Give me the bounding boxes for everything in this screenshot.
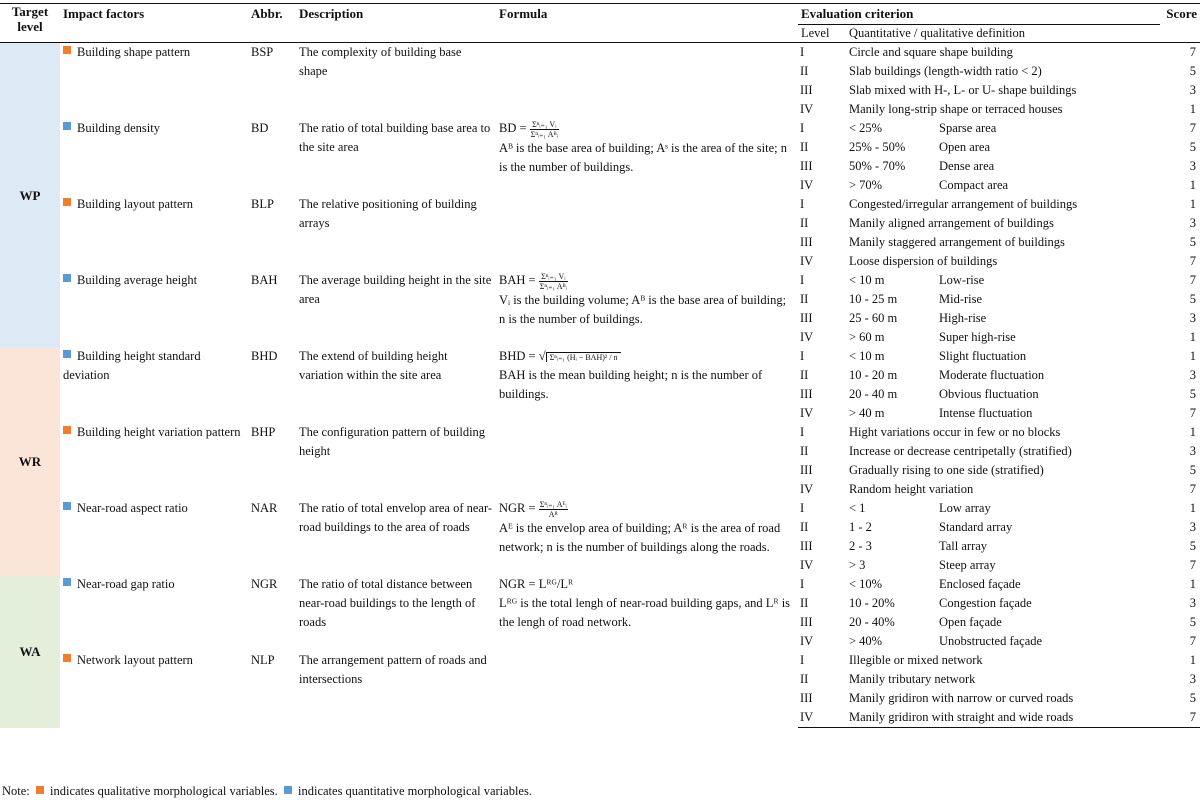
- criterion-level: III: [800, 463, 813, 477]
- criterion-score: 5: [1189, 292, 1197, 306]
- criterion-level: III: [800, 615, 813, 629]
- criterion-level: I: [800, 273, 805, 287]
- target-level-wa: WA: [0, 575, 60, 728]
- header-quant-qual-definition: Quantitative / qualitative definition: [846, 25, 1160, 43]
- criterion-level: II: [800, 216, 809, 230]
- qualitative-square-icon: [63, 46, 71, 54]
- factor-description: The arrangement pattern of roads and intersections: [299, 653, 487, 686]
- criterion-value: 20 - 40%: [849, 615, 895, 629]
- quantitative-square-icon: [63, 274, 71, 282]
- factor-formula: [496, 651, 798, 728]
- criterion-score: 7: [1189, 406, 1197, 420]
- impact-factor-name: Building shape pattern: [77, 45, 191, 59]
- impact-factor-cell: [60, 499, 248, 575]
- criterion-value: > 70%: [849, 178, 883, 192]
- factor-abbr: BAH: [251, 273, 278, 287]
- impact-factor-name: Near-road gap ratio: [77, 577, 175, 591]
- criterion-level: II: [800, 140, 809, 154]
- criterion-level: II: [800, 292, 809, 306]
- criterion-score: 5: [1189, 615, 1197, 629]
- factor-abbr: NGR: [251, 577, 278, 591]
- criterion-label: Open façade: [939, 615, 1002, 629]
- criterion-definition: Manily staggered arrangement of buildings: [849, 235, 1065, 249]
- criterion-definition: Illegible or mixed network: [849, 653, 983, 667]
- criterion-score: 7: [1189, 254, 1197, 268]
- criterion-level: I: [800, 577, 805, 591]
- criterion-value: > 40%: [849, 634, 883, 648]
- criterion-value: > 40 m: [849, 406, 885, 420]
- qualitative-square-icon: [63, 198, 71, 206]
- impact-factor-name: Building density: [77, 121, 160, 135]
- criterion-definition: Manily tributary network: [849, 672, 976, 686]
- quantitative-square-icon: [63, 122, 71, 130]
- criterion-score: 7: [1189, 45, 1197, 59]
- formula-note: BAH is the mean building height; n is the number of buildings.: [499, 368, 763, 401]
- header-level: Level: [798, 25, 846, 43]
- criterion-value: < 10%: [849, 577, 883, 591]
- formula-radicand: Σⁿᵢ₌₁ (Hᵢ − BAH)² / n: [546, 352, 621, 362]
- criterion-definition: Gradually rising to one side (stratified): [849, 463, 1044, 477]
- table-note: [2, 784, 532, 799]
- factor-description: The average building height in the site area: [299, 273, 492, 306]
- criterion-score: 1: [1189, 425, 1197, 439]
- quantitative-square-icon: [284, 786, 292, 794]
- formula-expression: [499, 575, 795, 594]
- quantitative-square-icon: [63, 350, 71, 358]
- criterion-level: III: [800, 387, 813, 401]
- factor-formula: [496, 119, 798, 195]
- formula-expression: BHD = √ Σⁿᵢ₌₁ (Hᵢ − BAH)² / n: [499, 347, 795, 366]
- criterion-level: IV: [800, 634, 814, 648]
- factor-abbr: BHP: [251, 425, 276, 439]
- impact-factor-cell: [60, 119, 248, 195]
- criterion-level: IV: [800, 102, 814, 116]
- criterion-definition: Increase or decrease centripetally (stratified): [849, 444, 1072, 458]
- formula-denominator: Aᴿ: [548, 509, 558, 519]
- criterion-label: Open area: [939, 140, 991, 154]
- criterion-score: 1: [1189, 577, 1197, 591]
- formula-note: Vᵢ is the building volume; Aᴮ is the base area of building; n is the number of buildings.: [499, 292, 787, 326]
- criterion-score: 3: [1189, 216, 1197, 230]
- header-score: Score: [1160, 4, 1200, 43]
- criterion-level: IV: [800, 558, 814, 572]
- impact-factor-name: Building height standard deviation: [63, 349, 201, 382]
- factor-formula: [496, 423, 798, 499]
- target-level-wr: WR: [0, 347, 60, 575]
- criterion-score: 3: [1189, 596, 1197, 610]
- criterion-value: > 60 m: [849, 330, 885, 344]
- criterion-score: 3: [1189, 83, 1197, 97]
- criterion-value: 10 - 20%: [849, 596, 895, 610]
- table-body: [0, 43, 1200, 728]
- note-quantitative-text: indicates quantitative morphological variables.: [298, 784, 532, 798]
- criterion-score: 1: [1189, 501, 1197, 515]
- formula-denominator: Σⁿᵢ₌₁ Aᴮᵢ: [530, 129, 558, 139]
- header-formula: Formula: [496, 4, 798, 43]
- criterion-score: 3: [1189, 444, 1197, 458]
- factor-description: The extend of building height variation within the site area: [299, 349, 448, 382]
- evaluation-table: [0, 3, 1200, 728]
- criterion-score: 3: [1189, 672, 1197, 686]
- criterion-score: 1: [1189, 349, 1197, 363]
- factor-description: The complexity of building base shape: [299, 45, 462, 78]
- formula-fraction: [539, 500, 568, 519]
- factor-abbr: NLP: [251, 653, 275, 667]
- criterion-level: I: [800, 197, 805, 211]
- criterion-level: II: [800, 64, 809, 78]
- criterion-level: III: [800, 691, 813, 705]
- criterion-level: II: [800, 672, 809, 686]
- header-description: Description: [296, 4, 496, 43]
- impact-factor-cell: [60, 347, 248, 423]
- criterion-score: 5: [1189, 463, 1197, 477]
- table-row: [0, 347, 1200, 366]
- criterion-level: III: [800, 83, 813, 97]
- table-row: [0, 423, 1200, 442]
- factor-description: The ratio of total envelop area of near-road buildings to the area of roads: [299, 501, 493, 534]
- criterion-value: 10 - 20 m: [849, 368, 898, 382]
- criterion-value: 1 - 2: [849, 520, 872, 534]
- criterion-value: 50% - 70%: [849, 159, 906, 173]
- formula-note: Aᴮ is the base area of building; Aˢ is the area of the site; n is the number of buildings.: [499, 140, 787, 174]
- criterion-level: IV: [800, 178, 814, 192]
- impact-factor-cell: [60, 651, 248, 728]
- criterion-label: Enclosed façade: [939, 577, 1021, 591]
- criterion-score: 5: [1189, 235, 1197, 249]
- target-level-wp: WP: [0, 43, 60, 348]
- criterion-level: II: [800, 444, 809, 458]
- criterion-definition: Manily gridiron with narrow or curved roads: [849, 691, 1074, 705]
- criterion-definition: Manily gridiron with straight and wide roads: [846, 708, 1160, 728]
- qualitative-square-icon: [63, 426, 71, 434]
- formula-note: Lᴿᴳ is the total lengh of near-road building gaps, and Lᴿ is the lengh of road network.: [499, 596, 791, 629]
- factor-description: The ratio of total distance between near-road buildings to the length of roads: [299, 577, 476, 629]
- criterion-label: Mid-rise: [939, 292, 983, 306]
- criterion-label: Unobstructed façade: [939, 634, 1043, 648]
- factor-abbr: BHD: [251, 349, 278, 363]
- factor-formula: [496, 499, 798, 575]
- factor-abbr: NAR: [251, 501, 278, 515]
- quantitative-square-icon: [63, 578, 71, 586]
- criterion-score: 3: [1189, 520, 1197, 534]
- factor-formula: [496, 271, 798, 347]
- criterion-level: III: [800, 235, 813, 249]
- criterion-label: Dense area: [939, 159, 995, 173]
- criterion-level: II: [800, 368, 809, 382]
- criterion-value: < 10 m: [849, 273, 885, 287]
- criterion-definition: Loose dispersion of buildings: [849, 254, 998, 268]
- criterion-label: Super high-rise: [939, 330, 1016, 344]
- criterion-score: 7: [1189, 121, 1197, 135]
- criterion-value: 25% - 50%: [849, 140, 906, 154]
- criterion-label: Low-rise: [939, 273, 985, 287]
- criterion-score: 5: [1189, 64, 1197, 78]
- criterion-level: I: [800, 653, 805, 667]
- formula-lhs: BHD =: [499, 349, 536, 363]
- formula-expression: [499, 119, 795, 139]
- criterion-level: I: [800, 121, 805, 135]
- criterion-level: IV: [798, 708, 846, 728]
- criterion-value: > 3: [849, 558, 866, 572]
- criterion-score: 1: [1189, 102, 1197, 116]
- criterion-label: Standard array: [939, 520, 1013, 534]
- criterion-value: < 25%: [849, 121, 883, 135]
- criterion-level: III: [800, 311, 813, 325]
- impact-factor-name: Building average height: [77, 273, 198, 287]
- criterion-label: Congestion façade: [939, 596, 1032, 610]
- formula-expression: [499, 271, 795, 291]
- criterion-score: 1: [1189, 653, 1197, 667]
- criterion-score: 5: [1189, 387, 1197, 401]
- criterion-score: 7: [1189, 558, 1197, 572]
- criterion-definition: Slab buildings (length-width ratio < 2): [849, 64, 1042, 78]
- criterion-definition: Congested/irregular arrangement of buildings: [849, 197, 1078, 211]
- criterion-label: Slight fluctuation: [939, 349, 1027, 363]
- impact-factor-cell: [60, 423, 248, 499]
- formula-fraction: [539, 272, 568, 291]
- impact-factor-name: Building layout pattern: [77, 197, 193, 211]
- table-row: [0, 43, 1200, 63]
- criterion-level: II: [800, 520, 809, 534]
- factor-formula: [496, 43, 798, 120]
- criterion-label: High-rise: [939, 311, 987, 325]
- note-qualitative-text: indicates qualitative morphological variables.: [50, 784, 278, 798]
- criterion-label: Low array: [939, 501, 991, 515]
- factor-abbr: BSP: [251, 45, 274, 59]
- table-row: [0, 499, 1200, 518]
- impact-factor-name: Building height variation pattern: [77, 425, 241, 439]
- criterion-level: I: [800, 425, 805, 439]
- criterion-score: 7: [1189, 482, 1197, 496]
- factor-abbr: BD: [251, 121, 269, 135]
- criterion-label: Compact area: [939, 178, 1009, 192]
- criterion-level: IV: [800, 254, 814, 268]
- criterion-score: 7: [1189, 634, 1197, 648]
- criterion-value: 25 - 60 m: [849, 311, 898, 325]
- factor-abbr: BLP: [251, 197, 274, 211]
- criterion-score: 3: [1189, 311, 1197, 325]
- formula-denominator: Σⁿᵢ₌₁ Aᴮᵢ: [539, 281, 567, 291]
- criterion-definition: Circle and square shape building: [849, 45, 1013, 59]
- header-abbr: Abbr.: [248, 4, 296, 43]
- criterion-score: 1: [1189, 178, 1197, 192]
- criterion-label: Obvious fluctuation: [939, 387, 1039, 401]
- formula-expression: [499, 499, 795, 519]
- criterion-score: 3: [1189, 368, 1197, 382]
- impact-factor-cell: [60, 271, 248, 347]
- criterion-score: 1: [1189, 330, 1197, 344]
- factor-description: The configuration pattern of building height: [299, 425, 486, 458]
- criterion-score: 7: [1160, 708, 1200, 728]
- criterion-label: Tall array: [939, 539, 988, 553]
- criterion-value: 2 - 3: [849, 539, 872, 553]
- criterion-level: II: [800, 596, 809, 610]
- impact-factor-cell: [60, 195, 248, 271]
- header-target-level: Target level: [0, 4, 60, 43]
- impact-factor-cell: [60, 43, 248, 120]
- header-evaluation-criterion: Evaluation criterion: [798, 4, 1160, 25]
- factor-description: The ratio of total building base area to the site area: [299, 121, 491, 154]
- criterion-level: I: [800, 501, 805, 515]
- table-row: [0, 119, 1200, 138]
- formula-lhs: NGR = Lᴿᴳ/Lᴿ: [499, 577, 574, 591]
- criterion-level: III: [800, 539, 813, 553]
- qualitative-square-icon: [63, 654, 71, 662]
- criterion-score: 1: [1189, 197, 1197, 211]
- qualitative-square-icon: [36, 786, 44, 794]
- criterion-score: 5: [1189, 140, 1197, 154]
- criterion-label: Steep array: [939, 558, 996, 572]
- header-impact-factors: Impact factors: [60, 4, 248, 43]
- impact-factor-name: Near-road aspect ratio: [77, 501, 188, 515]
- formula-numerator: Σⁿᵢ₌₁ Aᴱᵢ: [539, 499, 567, 509]
- impact-factor-name: Network layout pattern: [77, 653, 193, 667]
- criterion-definition: Slab mixed with H-, L- or U- shape buildings: [849, 83, 1077, 97]
- criterion-level: IV: [800, 330, 814, 344]
- criterion-level: I: [800, 349, 805, 363]
- criterion-score: 5: [1189, 691, 1197, 705]
- criterion-definition: Random height variation: [849, 482, 974, 496]
- formula-note: Aᴱ is the envelop area of building; Aᴿ is the area of road network; n is the number of buildings along the roads.: [499, 520, 781, 554]
- table-row: [0, 651, 1200, 670]
- criterion-label: Intense fluctuation: [939, 406, 1033, 420]
- quantitative-square-icon: [63, 502, 71, 510]
- formula-numerator: Σⁿᵢ₌₁ Vᵢ: [530, 120, 559, 130]
- criterion-score: 7: [1189, 273, 1197, 287]
- criterion-definition: Manily aligned arrangement of buildings: [849, 216, 1054, 230]
- note-prefix: Note:: [2, 784, 30, 798]
- formula-numerator: Σⁿᵢ₌₁ Vᵢ: [539, 272, 568, 282]
- criterion-score: 3: [1189, 159, 1197, 173]
- criterion-value: < 10 m: [849, 349, 885, 363]
- impact-factor-cell: [60, 575, 248, 651]
- criterion-definition: Manily long-strip shape or terraced houses: [849, 102, 1063, 116]
- table-row: [0, 195, 1200, 214]
- criterion-value: 10 - 25 m: [849, 292, 898, 306]
- factor-description: The relative positioning of building arrays: [299, 197, 477, 230]
- criterion-definition: Hight variations occur in few or no blocks: [849, 425, 1061, 439]
- criterion-label: Moderate fluctuation: [939, 368, 1045, 382]
- criterion-level: I: [800, 45, 805, 59]
- criterion-level: IV: [800, 482, 814, 496]
- factor-formula: [496, 575, 798, 651]
- criterion-score: 5: [1189, 539, 1197, 553]
- formula-lhs: BAH =: [499, 273, 536, 287]
- formula-fraction: [530, 120, 559, 139]
- criterion-level: III: [800, 159, 813, 173]
- factor-formula: [496, 195, 798, 271]
- criterion-level: IV: [800, 406, 814, 420]
- formula-lhs: NGR =: [499, 501, 536, 515]
- criterion-value: < 1: [849, 501, 866, 515]
- criterion-value: 20 - 40 m: [849, 387, 898, 401]
- table-row: [0, 271, 1200, 290]
- table-row: [0, 575, 1200, 594]
- formula-lhs: BD =: [499, 121, 527, 135]
- criterion-label: Sparse area: [939, 121, 997, 135]
- factor-formula: [496, 347, 798, 423]
